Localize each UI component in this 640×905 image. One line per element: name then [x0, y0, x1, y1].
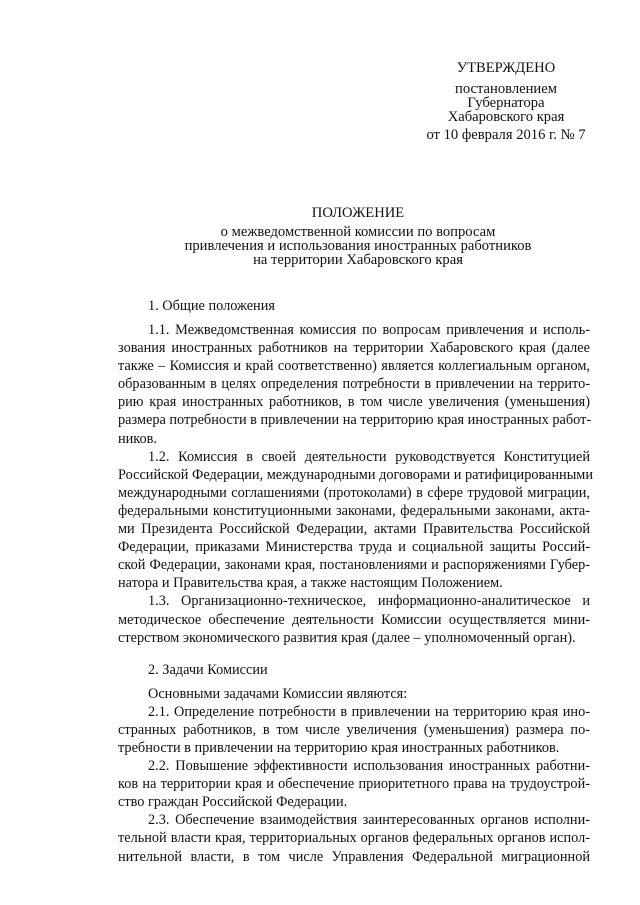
document-subtitle-line: на территории Хабаровского края [253, 252, 463, 268]
text-line: ников. [118, 430, 157, 447]
document-subtitle-line: о межведомственной комиссии по вопросам [220, 224, 496, 240]
text-line: также – Комиссия и край соответственно) является коллегиальным органом, [118, 358, 590, 375]
text-line: 2.1. Определение потребности в привлечении на территорию края ино- [148, 703, 590, 720]
paragraph-2-1 [118, 703, 590, 757]
document-title [118, 203, 598, 267]
section-heading: 1. Общие положения [148, 298, 275, 314]
approval-block [400, 58, 612, 144]
document-heading: ПОЛОЖЕНИЕ [311, 205, 405, 221]
text-line: 1.1. Межведомственная комиссия по вопросам привлечения и исполь- [148, 322, 590, 338]
text-line: стерством экономического развития края (далее – уполномоченный орган). [118, 629, 576, 646]
text-line: зования иностранных работников на территории Хабаровского края (далее [118, 340, 590, 357]
paragraph-1-2 [118, 448, 594, 593]
approval-line: постановлением [455, 81, 557, 97]
text-line: ми Президента Российской Федерации, актами Правительства Российской [118, 521, 590, 538]
text-line: Российской Федерации, международными договорами и ратифицированными [118, 466, 594, 483]
document-subtitle-line: привлечения и использования иностранных работников [184, 238, 532, 254]
approval-line: Хабаровского края [447, 109, 565, 125]
text-line: требности в привлечении на территорию края иностранных работников. [118, 739, 560, 756]
section-heading: 2. Задачи Комиссии [148, 661, 268, 678]
text-line: Федерации, приказами Министерства труда и социальной защиты Россий- [118, 539, 590, 556]
section-intro: Основными задачами Комиссии являются: [148, 685, 408, 702]
text-line: 1.2. Комиссия в своей деятельности руководствуется Конституцией [148, 448, 590, 465]
text-line: 2.3. Обеспечение взаимодействия заинтересованных органов исполни- [148, 812, 590, 829]
paragraph-2-2 [118, 757, 590, 811]
text-line: размера потребности в привлечении на территорию края иностранных работ- [118, 412, 592, 429]
text-line: тельной власти края, территориальных органов федеральных органов испол- [118, 830, 590, 847]
text-line: методическое обеспечение деятельности Комиссии осуществляется мини- [118, 611, 590, 628]
text-line: 1.3. Организационно-техническое, информационно-аналитическое и [148, 593, 590, 610]
text-line: нительной власти, в том числе Управления Федеральной миграционной [118, 848, 590, 865]
text-line: образованным в целях определения потребности в привлечении на террито- [118, 376, 590, 393]
approval-title: УТВЕРЖДЕНО [456, 60, 556, 76]
text-line: ков на территории края и обеспечение приоритетного права на трудоустрой- [118, 776, 590, 793]
text-line: рию края иностранных работников, в том числе увеличения (уменьшения) [118, 394, 590, 411]
text-line: федеральными конституционными законами, федеральными законами, акта- [118, 502, 590, 519]
text-line: международными соглашениями (протоколами) в сфере трудовой миграции, [118, 484, 590, 501]
approval-line: Губернатора [467, 95, 545, 111]
text-line: 2.2. Повышение эффективности использования иностранных работни- [148, 758, 590, 775]
document-body [118, 297, 594, 866]
approval-date: от 10 февраля 2016 г. № 7 [426, 127, 586, 143]
paragraph-2-3 [118, 811, 590, 865]
paragraph-1-3 [118, 592, 590, 646]
text-line: ство граждан Российской Федерации. [118, 794, 348, 811]
text-line: ской Федерации, законами края, постановлениями и распоряжениями Губер- [118, 557, 590, 574]
paragraph-1-1 [118, 321, 590, 448]
text-line: странных работников, в том числе увеличения (уменьшения) размера по- [118, 721, 590, 738]
text-line: натора и Правительства края, а также настоящим Положением. [118, 575, 503, 592]
